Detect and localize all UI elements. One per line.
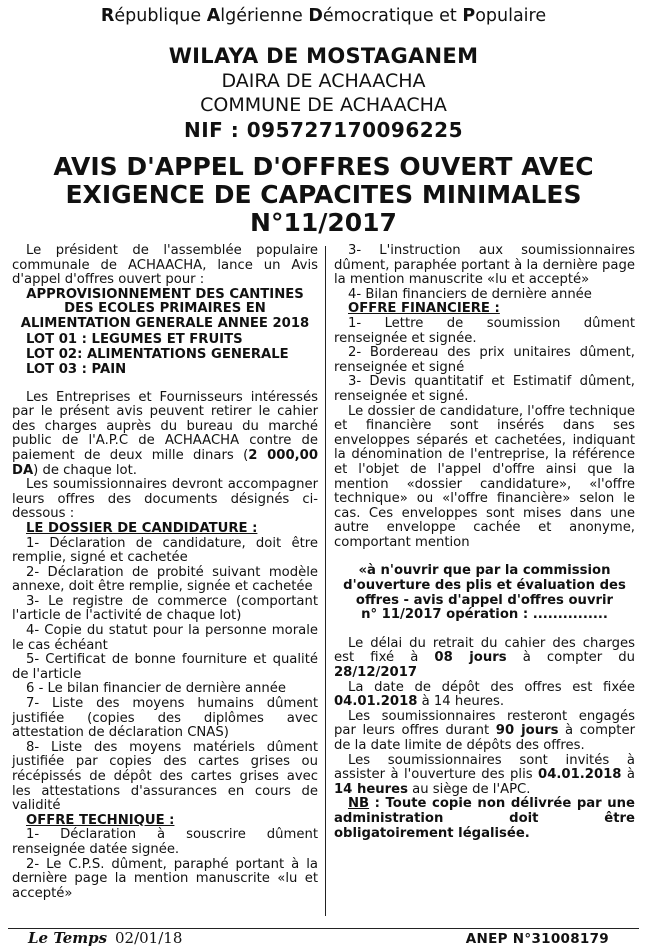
engagement-paragraph: Les soumissionnaires resteront engagés par leurs offres durant 90 jours à compter de la date limite de dépôts des offres. (334, 708, 635, 753)
anep-reference: ANEP N°31008179 (465, 931, 609, 947)
financiere-item: 3- Devis quantitatif et Estimatif dûment, renseignée et signé. (334, 374, 635, 404)
technique-item: 2- Le C.P.S. dûment, paraphé portant à la dernière page la mention manuscrite «lu et accepté» (12, 856, 318, 901)
financiere-item: 1- Lettre de soumission dûment renseignée et signée. (334, 315, 635, 346)
technique-item: 1- Déclaration à souscrire dûment renseignée datée signée. (12, 827, 318, 857)
technique-item: 3- L'instruction aux soumissionnaires dûment, paraphée portant à la dernière page la mention manuscrite «lu et accepté» (334, 243, 635, 288)
envelope-mention-number: n° 11/2017 opération : ............... (361, 607, 608, 623)
lot-item: LOT 01 : LEGUMES ET FRUITS (26, 331, 243, 347)
dossier-candidature-title: LE DOSSIER DE CANDIDATURE : (26, 520, 258, 536)
ouverture-paragraph: Les soumissionnaires sont invités à assister à l'ouverture des plis 04.01.2018 à 14 heures au siège de l'APC. (334, 752, 635, 797)
offre-financiere-title: OFFRE FINANCIERE : (348, 301, 500, 317)
nif-number: NIF : 095727170096225 (183, 118, 463, 142)
nb-paragraph: NB : Toute copie non délivrée par une administration doit être obligatoirement légalisée. (334, 796, 635, 841)
notice-title-line-1: AVIS D'APPEL D'OFFRES OUVERT AVEC (53, 152, 594, 181)
tender-subject: APPROVISIONNEMENT DES CANTINES DES ECOLES PRIMAIRES EN ALIMENTATION GENERALE ANNEE 2018 (20, 286, 310, 331)
dossier-item: 5- Certificat de bonne fourniture et qualité de l'article (12, 652, 318, 682)
daira-heading: DAIRA DE ACHAACHA (221, 70, 426, 92)
dossier-item: 7- Liste des moyens humains dûment justifiée (copies des diplômes avec attestation de déclaration CNAS) (12, 696, 318, 741)
intro-paragraph: Le président de l'assemblée populaire communale de ACHAACHA, lance un Avis d'appel d'offres ouvert pour : (12, 243, 318, 288)
envelope-mention: «à n'ouvrir que par la commission d'ouverture des plis et évaluation des offres - avis d'appel d'offres ouvrir (343, 563, 626, 608)
offre-technique-title: OFFRE TECHNIQUE : (26, 812, 175, 828)
envelope-paragraph: Le dossier de candidature, l'offre technique et financière sont insérés dans ses enveloppes séparés et cachetées, indiquant la dénomination de l'entreprise, la référence et l'objet de l'appel d'offre ainsi que la mention «dossier candidature», «l'offre technique» ou «l'offre financière» selon le cas. Ces enveloppes sont mises dans une autre enveloppe cachée et anonyme, comportant mention (334, 403, 635, 550)
publication-date: 02/01/18 (115, 929, 183, 947)
delai-paragraph: Le délai du retrait du cahier des charges est fixé à 08 jours à compter du 28/12/2017 (334, 635, 635, 681)
dossier-item: 2- Déclaration de probité suivant modèle annexe, doit être remplie, signée et cachetée (12, 564, 318, 595)
financiere-item: 2- Bordereau des prix unitaires dûment, renseignée et signé (334, 345, 635, 375)
republic-heading: République Algérienne Démocratique et Populaire (100, 6, 547, 26)
right-column (334, 244, 635, 841)
newspaper-logo: Le Temps (28, 929, 108, 947)
dossier-item: 1- Déclaration de candidature, doit être remplie, signé et cachetée (12, 535, 318, 566)
lot-item: LOT 03 : PAIN (26, 361, 127, 377)
retrait-paragraph: Les Entreprises et Fournisseurs intéressés par le présent avis peuvent retirer le cahier des charges auprès du bureau du marché public de l'A.P.C de ACHAACHA contre de paiement de deux mille dinars (2 000,00 DA) de chaque lot. (12, 389, 319, 478)
technique-item: 4- Bilan financiers de dernière année (348, 286, 592, 302)
notice-title-number: N°11/2017 (250, 208, 397, 237)
notice-title-line-2: EXIGENCE DE CAPACITES MINIMALES (65, 180, 582, 209)
commune-heading: COMMUNE DE ACHAACHA (200, 94, 447, 116)
depot-paragraph: La date de dépôt des offres est fixée 04.01.2018 à 14 heures. (334, 679, 635, 710)
column-divider (325, 246, 326, 916)
dossier-item: 8- Liste des moyens matériels dûment justifiée par copies des cartes grises ou récépissés de dépôt des cartes grises avec les attestations d'assurances en cours de validité (12, 739, 318, 814)
dossier-item: 4- Copie du statut pour la personne morale le cas échéant (12, 623, 318, 653)
wilaya-heading: WILAYA DE MOSTAGANEM (168, 44, 479, 68)
accompany-paragraph: Les soumissionnaires devront accompagner leurs offres des documents désignés ci-dessous : (12, 477, 318, 522)
left-column (12, 244, 318, 901)
lot-item: LOT 02: ALIMENTATIONS GENERALE (26, 346, 289, 362)
dossier-item: 3- Le registre de commerce (comportant l'article de l'activité de chaque lot) (12, 593, 318, 624)
dossier-item: 6 - Le bilan financier de dernière année (26, 681, 286, 697)
